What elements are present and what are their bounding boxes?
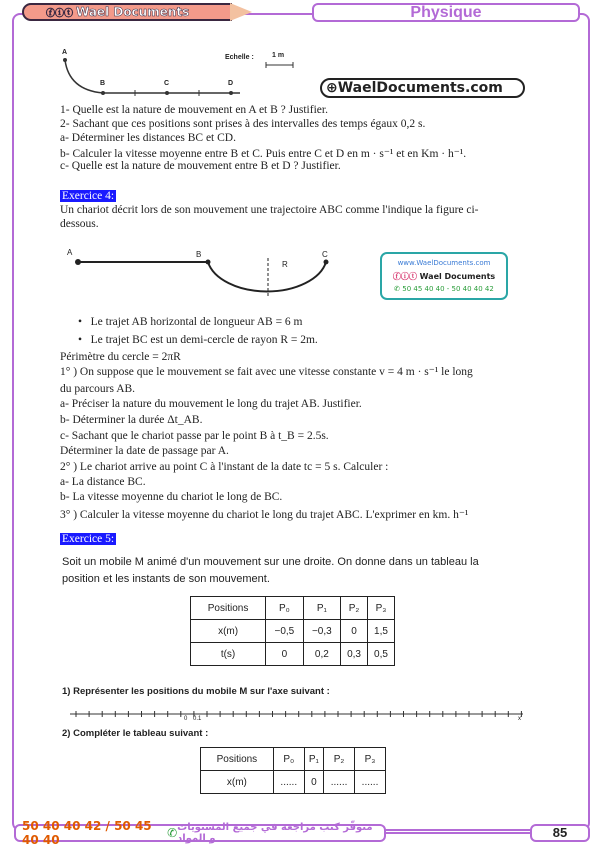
text-line: 3° ) Calculer la vitesse moyenne du chariot le long du trajet ABC. L'exprimer en km. h⁻¹ [60, 509, 469, 521]
scale-value: 1 m [272, 52, 285, 59]
footer-phones: 50 40 40 42 / 50 45 40 40 [22, 819, 152, 847]
card-name-row [382, 270, 506, 283]
table-cell: 0,3 [341, 643, 368, 666]
watermark-card [380, 252, 508, 300]
positions-times-table [190, 596, 395, 666]
bullet-item: • Le trajet AB horizontal de longueur AB = 6 m [78, 316, 303, 328]
question: 2- Sachant que ces positions sont prises à des intervalles des temps égaux 0,2 s. [60, 118, 426, 130]
text-line: 1° ) On suppose que le mouvement se fait avec une vitesse constante v = 4 m · s⁻¹ le long [60, 366, 473, 378]
card-phones-row [382, 283, 506, 296]
table-cell: P₃ [368, 597, 395, 620]
table-cell: 0,2 [303, 643, 340, 666]
question: a- Déterminer les distances BC et CD. [60, 132, 236, 144]
card-phones: 50 45 40 40 - 50 40 40 42 [402, 285, 494, 293]
text-line: b- Déterminer la durée Δt_AB. [60, 414, 203, 426]
table-cell: 0 [341, 620, 368, 643]
table-cell: x(m) [191, 620, 266, 643]
text-line: a- Préciser la nature du mouvement le long du trajet AB. Justifier. [60, 398, 362, 410]
axis-name-label: x [518, 716, 521, 722]
globe-icon: ⊕ [326, 80, 338, 96]
table-cell: x(m) [201, 771, 274, 794]
table-cell: ...... [273, 771, 304, 794]
table-cell: 0 [266, 643, 303, 666]
exercise-4-title: Exercice 4: [62, 190, 115, 202]
question-1: 1) Représenter les positions du mobile M sur l'axe suivant : [62, 686, 330, 697]
question-2: 2) Compléter le tableau suivant : [62, 728, 209, 739]
brand-banner [22, 3, 232, 21]
subject-title: Physique [312, 3, 580, 22]
table-cell: ...... [355, 771, 386, 794]
intro-line: dessous. [60, 218, 99, 230]
radius-label: R [282, 260, 288, 269]
pencil-tip [230, 3, 252, 21]
table-cell: P₀ [266, 597, 303, 620]
table-cell: 0,5 [368, 643, 395, 666]
table-cell: P₂ [324, 748, 355, 771]
point-a-label: A [62, 49, 68, 56]
text-line: b- La vitesse moyenne du chariot le long de BC. [60, 491, 283, 503]
table-cell: Positions [201, 748, 274, 771]
table-row [191, 643, 395, 666]
text-line: du parcours AB. [60, 383, 136, 395]
axis-origin-label: 0 [184, 716, 188, 722]
positions-fill-table [200, 747, 386, 794]
table-row [191, 620, 395, 643]
brand-name: Wael Documents [76, 5, 190, 19]
bullet-text: Le trajet AB horizontal de longueur AB = 6 m [90, 316, 303, 328]
point-a-label: A [67, 248, 73, 257]
intro-line: Soit un mobile M animé d'un mouvement sur une droite. On donne dans un tableau la [62, 556, 479, 568]
x-axis [68, 706, 528, 726]
point-b-label: B [100, 80, 106, 87]
table-cell: t(s) [191, 643, 266, 666]
bullet-text: Le trajet BC est un demi-cercle de rayon R = 2m. [90, 334, 318, 346]
table-cell: Positions [191, 597, 266, 620]
table-row [201, 771, 386, 794]
point-d-label: D [228, 80, 234, 87]
scale-label: Echelle : [225, 54, 254, 61]
point-c-label: C [322, 250, 328, 259]
table-cell: −0,3 [303, 620, 340, 643]
table-row [191, 597, 395, 620]
table-cell: P₂ [341, 597, 368, 620]
intro-line: position et les instants de son mouvement. [62, 573, 270, 585]
point-b-label: B [196, 250, 202, 259]
table-cell: P₁ [303, 597, 340, 620]
text-line: Périmètre du cercle = 2πR [60, 351, 181, 363]
question: b- Calculer la vitesse moyenne entre B et C. Puis entre C et D en m · s⁻¹ et en Km · h⁻¹. [60, 148, 467, 160]
watermark-site [320, 78, 525, 98]
social-icons: ⓕⓘⓣ [46, 8, 74, 19]
whatsapp-icon: ✆ [167, 826, 178, 840]
page-number: 85 [530, 824, 590, 842]
question: c- Quelle est la nature de mouvement entre B et D ? Justifier. [60, 160, 341, 172]
table-cell: ...... [324, 771, 355, 794]
table-cell: P₁ [304, 748, 323, 771]
figure-trajectory-abcd [55, 45, 305, 105]
point-c-label: C [164, 80, 170, 87]
table-cell: P₃ [355, 748, 386, 771]
table-row [201, 748, 386, 771]
question: 1- Quelle est la nature de mouvement en A et B ? Justifier. [60, 104, 328, 116]
social-icons: ⓕⓘⓣ [392, 272, 420, 281]
table-cell: −0,5 [266, 620, 303, 643]
text-line: Déterminer la date de passage par A. [60, 445, 229, 457]
footer-arabic-text: متوفّر كتب مراجعة في جميع المستويات و المواد [177, 822, 373, 844]
table-cell: 0 [304, 771, 323, 794]
card-name: Wael Documents [419, 272, 496, 281]
whatsapp-icon: ✆ [394, 285, 403, 293]
card-site: www.WaelDocuments.com [397, 259, 491, 267]
axis-unit-label: 0.1 [193, 716, 202, 722]
exercise-5-title: Exercice 5: [62, 533, 115, 545]
bullet-item: • Le trajet BC est un demi-cercle de rayon R = 2m. [78, 334, 318, 346]
text-line: 2° ) Le chariot arrive au point C à l'instant de la date tc = 5 s. Calculer : [60, 461, 389, 473]
figure-trajectory-abc [70, 250, 340, 305]
footer-line [386, 832, 530, 834]
site-text: WaelDocuments.com [337, 80, 503, 96]
text-line: c- Sachant que le chariot passe par le point B à t_B = 2.5s. [60, 430, 329, 442]
table-cell: 1,5 [368, 620, 395, 643]
table-cell: P₀ [273, 748, 304, 771]
footer-banner [14, 819, 386, 847]
intro-line: Un chariot décrit lors de son mouvement une trajectoire ABC comme l'indique la figure ci- [60, 204, 479, 216]
text-line: a- La distance BC. [60, 476, 146, 488]
